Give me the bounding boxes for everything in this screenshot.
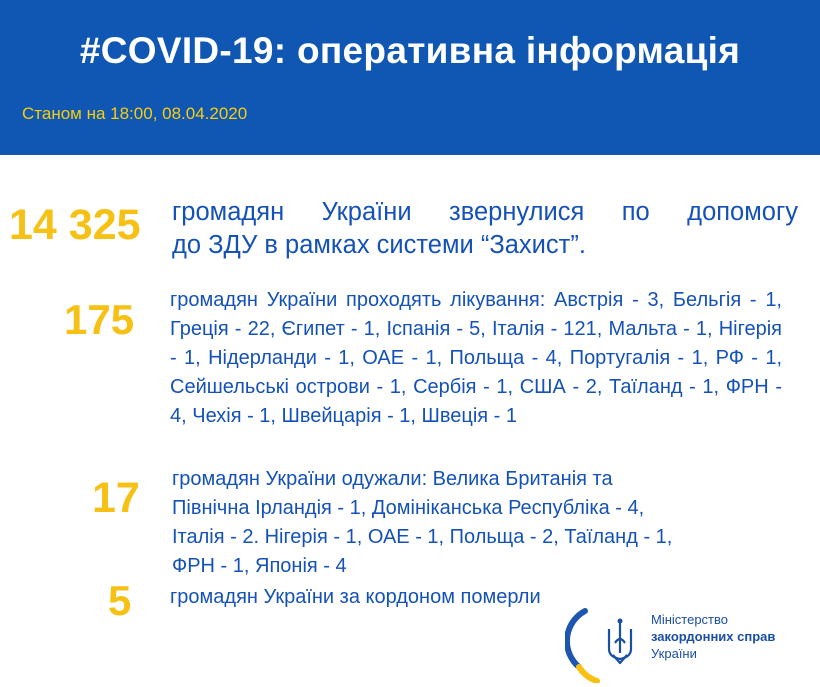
stat-number-deaths: 5: [108, 577, 132, 624]
ministry-logo: [565, 603, 805, 683]
page-title: #COVID-19: оперативна інформація: [79, 30, 741, 71]
stat-text-applied: [172, 196, 798, 262]
stat-text-treatment: громадян України проходять лікування: Австрія - 3, Бельгія - 1, Греція - 22, Єгипет - 1, Іспанія - 5, Італія - 121, Мальта - 1, Нігерія - 1, Нідерланди - 1, ОАЕ - 1, Польща - 4, Португалія - 1, РФ - 1, Сейшельські острови - 1, Сербія - 1, США - 2, Таїланд - 1, ФРН - 4, Чехія - 1, Швейцарія - 1, Швеція - 1: [170, 289, 782, 427]
stat-text-line: ФРН - 1, Японія - 4: [172, 555, 347, 577]
logo-line: закордонних справ: [651, 629, 776, 644]
timestamp: Станом на 18:00, 08.04.2020: [22, 104, 248, 123]
stat-number-treatment: 175: [64, 296, 135, 343]
stat-text-line: до ЗДУ в рамках системи “Захист”.: [172, 231, 586, 259]
logo-line: України: [651, 646, 697, 661]
trident-emblem-icon: [565, 603, 645, 683]
ministry-name: [651, 611, 775, 662]
header-banner: [0, 0, 820, 155]
stat-text-deaths: громадян України за кордоном померли: [170, 586, 541, 608]
stat-text-line: Італія - 2. Нігерія - 1, ОАЕ - 1, Польща - 2, Таїланд - 1,: [172, 526, 673, 548]
stat-text-line: громадян України одужали: Велика Британія та: [172, 468, 613, 490]
stat-text-line: Північна Ірландія - 1, Домініканська Республіка - 4,: [172, 497, 645, 519]
stat-text-recovered: [172, 465, 784, 581]
stat-text-line: громадян України звернулися по допомогу: [172, 198, 798, 226]
stat-number-recovered: 17: [92, 474, 140, 522]
stat-number-applied: 14 325: [9, 201, 141, 249]
logo-line: Міністерство: [651, 612, 728, 627]
